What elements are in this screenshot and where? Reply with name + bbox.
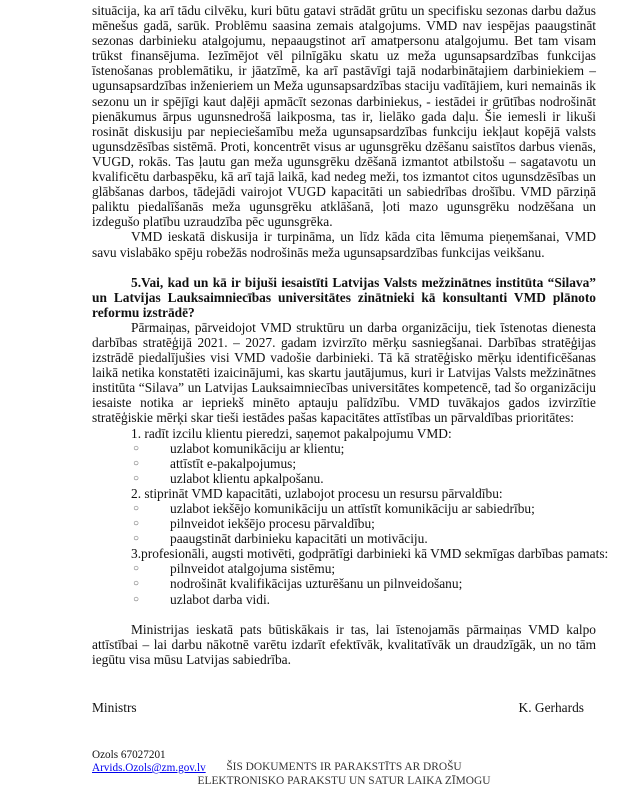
circle-bullet-icon: ○ [133,578,140,590]
signatory-name: K. Gerhards [518,699,584,715]
list-item-text: pilnveidot atalgojuma sistēmu; [170,561,336,577]
list-item-text: uzlabot iekšējo komunikāciju un attīstīt komunikāciju ar sabiedrību; [170,501,535,516]
list-item [92,471,596,486]
list-item-text: paaugstināt darbinieku kapacitāti un motivāciju. [170,531,428,547]
circle-bullet-icon: ○ [133,503,140,514]
signature-notice-line-2: ELEKTRONISKO PARAKSTU UN SATUR LAIKA ZĪMOGU [197,774,491,787]
paragraph-conclusion: Ministrijas ieskatā pats būtiskākais ir tas, lai īstenojamās pārmaiņas VMD kalpo attīstībai – lai darbu nākotnē varētu izdarīt efektīvāk, kvalitatīvāk un draudzīgāk, un no tām iegūtu visa mūsu Latvijas sabiedrība. [92,621,596,667]
circle-bullet-icon: ○ [133,442,140,454]
signatory-title: Ministrs [92,699,137,715]
list-item-text: attīstīt e-pakalpojumus; [170,455,297,471]
spacer [92,607,596,622]
priority-item-1: 1. radīt izcilu klientu pieredzi, saņemot pakalpojumu VMD: [131,425,452,441]
list-item-text: nodrošināt kvalifikācijas uzturēšanu un pilnveidošanu; [170,576,463,592]
contact-phone: Ozols 67027201 [92,749,166,762]
spacer [92,260,596,275]
list-item [92,456,596,471]
circle-bullet-icon: ○ [133,533,140,545]
contact-email-link[interactable]: Arvids.Ozols@zm.gov.lv [92,762,206,775]
paragraph-discussion: VMD ieskatā diskusija ir turpināma, un līdz kāda cita lēmuma pieņemšanai, VMD savu vislabāko spēju robežās nodrošinās meža ugunsapsardzības funkcijas veikšanu. [92,229,596,260]
priority-item-3: 3.profesionāli, augsti motivēti, godprātīgi darbinieki kā VMD sekmīgas darbības pamats: [131,546,609,562]
list-item [92,516,596,531]
question-heading: 5.Vai, kad un kā ir bijuši iesaistīti Latvijas Valsts mežzinātnes institūta “Silava” un Latvijas Lauksaimniecības universitātes zinātnieki kā konsultanti VMD plānoto reformu izstrādē? [92,274,596,320]
list-item-text: uzlabot darba vidi. [170,591,271,607]
list-item [92,561,596,576]
priority-list [92,425,609,607]
circle-bullet-icon: ○ [133,472,140,484]
priority-item-2: 2. stiprināt VMD kapacitāti, uzlabojot procesu un resursu pārvaldību: [131,485,503,501]
signature-notice-line-1: ŠIS DOKUMENTS IR PARAKSTĪTS AR DROŠU [226,761,462,773]
list-item-text: pilnveidot iekšējo procesu pārvaldību; [170,516,375,532]
paragraph-fire-safety: situācija, ka arī tādu cilvēku, kuri būtu gatavi strādāt grūtu un specifisku sezonas darbu dažus mēnešus gadā, sarūk. Problēmu saasina zemais atalgojums. VMD nav iespējas paaugstināt sezonas darbinieku atalgojumu, nepaaugstinot arī amatpersonu atalgojumu. Bet tam visam trūkst finansējuma. Iezīmējot vēl pilnīgāku skatu uz meža ugunsapsardzības funkcijas īstenošanas problemātiku, ir jāatzīmē, ka arī pastāvīgi tajā nodarbinātajiem darbiniekiem – ugunsapsardzības inženieriem un Meža ugunsapsardzības staciju vadītājiem, kuri nemainās ik sezonu un ir spējīgi kaut daļēji apmācīt sezonas darbiniekus, - iestādei ir grūtības nodrošināt pienākumus ārpus ugunsnedrošā laikposma, tas ir, lielāko gada daļu. Šie iemesli ir likuši rosināt diskusiju par nepieciešamību meža ugunsapsardzības funkciju iekļaut kopējā valsts ugunsdzēsības sistēmā. Proti, koncentrēt visus ar ugunsgrēku dzēšanu saistītos darbus vienās, VUGD, rokās. Tas ļautu gan meža ugunsgrēku dzēšanā izmantot atbilstošu – sagatavotu un kvalificētu darbaspēku, kā arī tajā laikā, kad nedeg meži, tos izmantot citos ugunsdzēsības un glābšanas darbos, tādejādi vairojot VUGD kapacitāti un sabiedrības drošību. VMD pārziņā paliktu piedalīšanās meža ugunsgrēku atklāšanā, ļoti mazo ugunsgrēku nodzēšana un izdegušo platību uzraudzība pēc ugunsgrēka. [92,3,596,230]
list-item-text: uzlabot komunikāciju ar klientu; [170,440,345,456]
list-item-text: uzlabot klientu apkalpošanu. [170,470,324,486]
circle-bullet-icon: ○ [133,563,140,575]
list-item [92,592,596,607]
document-page [92,3,609,775]
circle-bullet-icon: ○ [133,457,140,469]
list-item [92,501,596,516]
signature-notice [92,761,596,788]
paragraph-strategy: Pārmaiņas, pārveidojot VMD struktūru un darba organizāciju, tiek īstenotas dienesta darbības stratēģijā 2021. – 2027. gadam izvirzīto mērķu sasniegšanai. Darbības stratēģijas izstrādē piedalījušies visi VMD vadošie darbinieki. Tā kā stratēģisko mērķu identificēšanas laikā netika konstatēti izaicinājumi, kas skartu jautājumus, kuri ir Latvijas Valsts mežzinātnes institūta “Silava” un Latvijas Lauksaimniecības universitātes kompetencē, tad šo organizāciju iesaiste notika ar iepriekš minēto aptauju palīdzību. VMD tuvākajos gados izvirzītie stratēģiskie mērķi skar tieši iestādes pašas kapacitātes attīstības un pārvaldības prioritātes: [92,319,596,426]
circle-bullet-icon: ○ [133,593,140,605]
list-item [92,576,596,591]
circle-bullet-icon: ○ [133,518,140,530]
list-item [92,441,596,456]
signature-block [92,700,596,715]
list-item [92,531,596,546]
